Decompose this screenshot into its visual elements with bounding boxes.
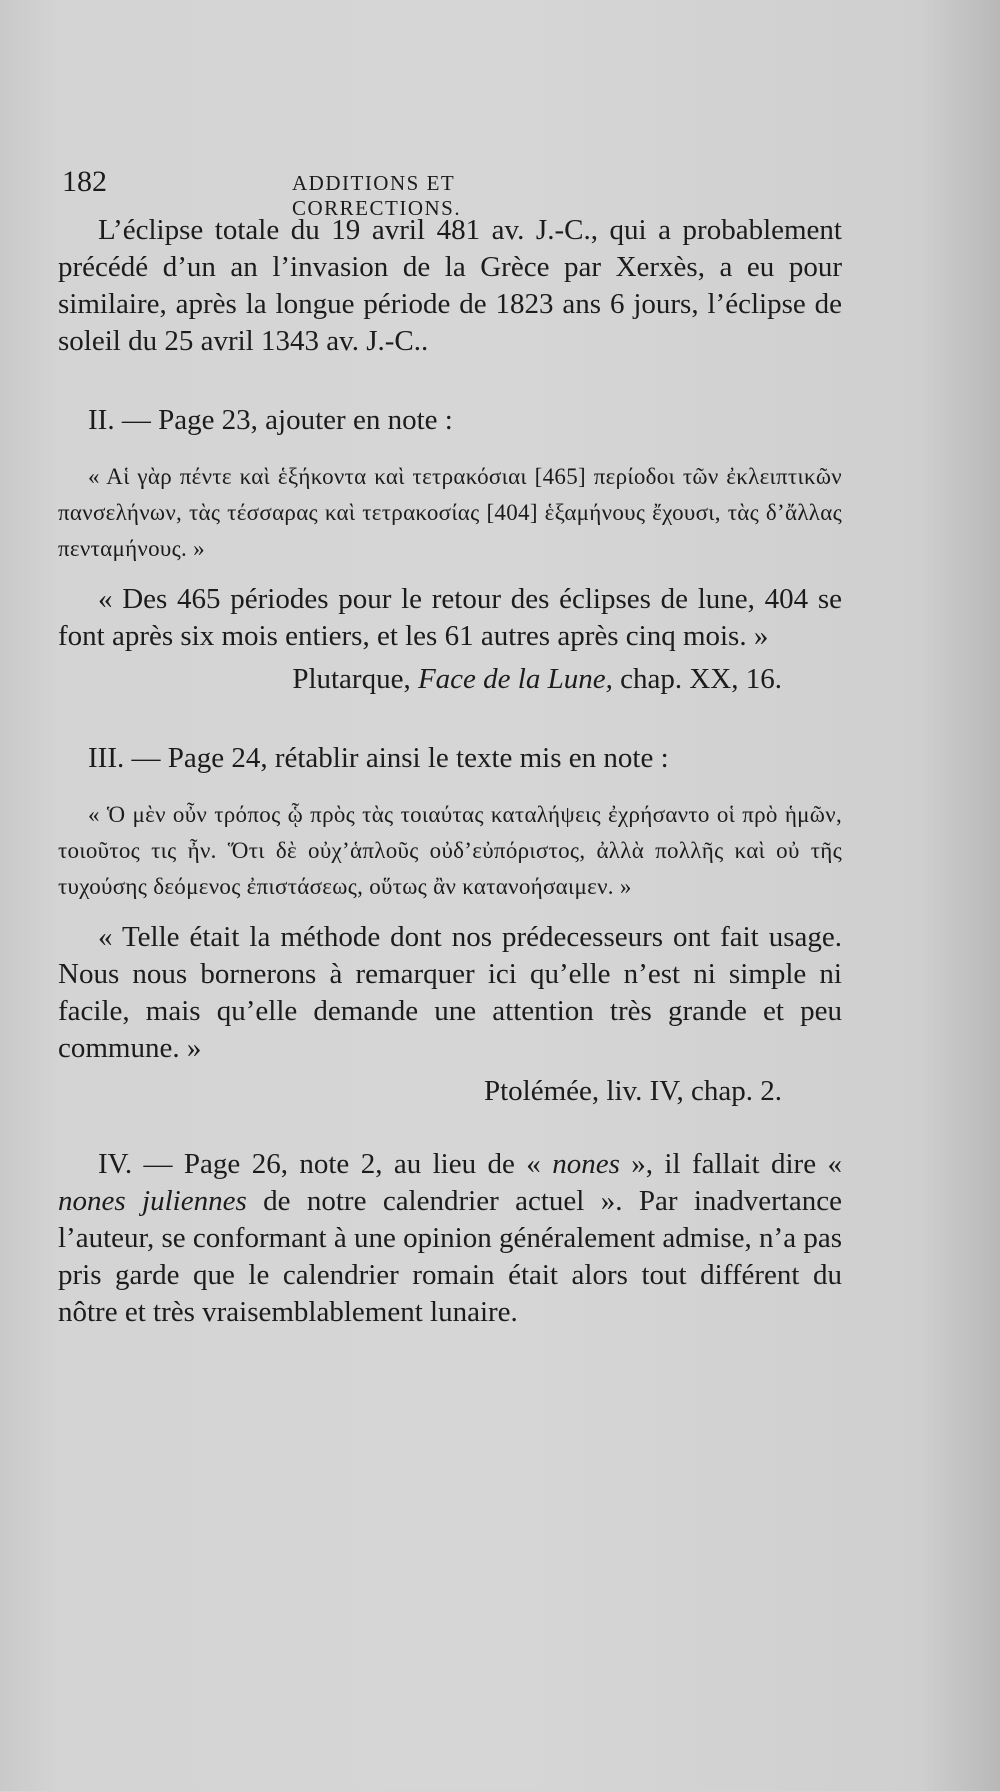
attribution-work: Face de la Lune, [417, 663, 613, 695]
section-4-term-nones-juliennes: nones juliennes [58, 1185, 247, 1217]
section-4-term-nones: nones [552, 1148, 620, 1180]
page-body [58, 212, 842, 1331]
section-2-greek-quote: « Αἱ γὰρ πέντε καὶ ἑξήκοντα καὶ τετρακόσιαι [465] περίοδοι τῶν ἐκλειπτικῶν πανσελήνων, τὰς τέσσαρας καὶ τετρακοσίας [404] ἑξαμήνους ἔχουσι, τὰς δ’ἄλλας πενταμήνους. » [58, 464, 842, 561]
page-header [62, 165, 622, 220]
section-3-translation: « Telle était la méthode dont nos prédecesseurs ont fait usage. Nous nous bornerons à remarquer ici qu’elle n’est ni simple ni facile, mais qu’elle demande une attention très grande et peu commune. » [58, 921, 842, 1064]
running-title: ADDITIONS ET CORRECTIONS. [292, 171, 462, 220]
page-number: 182 [62, 165, 107, 198]
section-2-attribution [58, 661, 842, 698]
section-3-attribution: Ptolémée, liv. IV, chap. 2. [483, 1075, 782, 1107]
section-4-mid: », il fallait dire « [631, 1148, 842, 1180]
attribution-ref: chap. XX, 16. [620, 663, 782, 695]
section-2-translation: « Des 465 périodes pour le retour des éclipses de lune, 404 se font après six mois entiers, et les 61 autres après cinq mois. » [58, 583, 842, 652]
section-3-heading: III. — Page 24, rétablir ainsi le texte mis en note : [88, 742, 669, 774]
attribution-author: Plutarque, [292, 663, 411, 695]
section-2-heading: II. — Page 23, ajouter en note : [88, 404, 453, 436]
section-4-lead: IV. — Page 26, note 2, au lieu de « [98, 1148, 541, 1180]
intro-paragraph: L’éclipse totale du 19 avril 481 av. J.-C., qui a probablement précédé d’un an l’invasion de la Grèce par Xerxès, a eu pour similaire, après la longue période de 1823 ans 6 jours, l’éclipse de soleil du 25 avril 1343 av. J.-C.. [58, 214, 842, 357]
section-4-rest: de notre calendrier actuel ». Par inadvertance l’auteur, se conformant à une opinion généralement admise, n’a pas pris garde que le calendrier romain était alors tout différent du nôtre et très vraisemblablement lunaire. [58, 1185, 842, 1328]
section-3-greek-quote: « Ὁ μὲν οὖν τρόπος ᾧ πρὸς τὰς τοιαύτας καταλήψεις ἐχρήσαντο οἱ πρὸ ἡμῶν, τοιοῦτος τις ἦν. Ὅτι δὲ οὐχ’ἁπλοῦς οὐδ’εὐπόριστος, ἀλλὰ πολλῆς καὶ οὐ τῆς τυχούσης δεόμενος ἐπιστάσεως, οὕτως ἂν κατανοήσαιμεν. » [58, 802, 842, 899]
section-4-paragraph [58, 1146, 842, 1331]
